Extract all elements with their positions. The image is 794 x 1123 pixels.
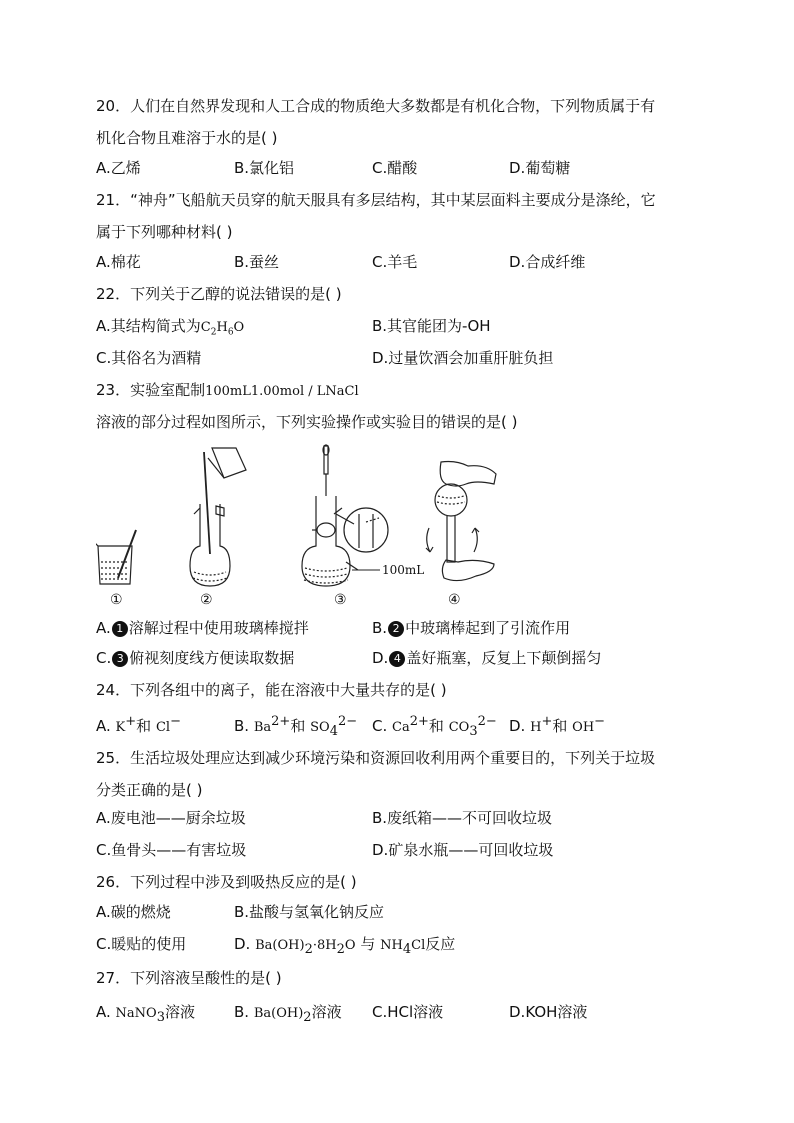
question-25-stem-line1: 25．生活垃圾处理应达到减少环境污染和资源回收利用两个重要目的，下列关于垃圾 [96, 749, 656, 767]
figure-label-2: ② [200, 592, 213, 608]
question-23-stem-line2: 溶液的部分过程如图所示，下列实验操作或实验目的错误的是( ) [96, 413, 518, 431]
option-c[interactable]: C.鱼骨头——有害垃圾 [96, 841, 247, 859]
option-d[interactable]: D.矿泉水瓶——可回收垃圾 [372, 841, 554, 859]
volumetric-flask-pouring-icon [190, 448, 246, 586]
option-a[interactable]: A.废电池——厨余垃圾 [96, 809, 246, 827]
figure-label-3: ③ [334, 592, 347, 608]
option-d[interactable]: D. H+和 OH− [509, 714, 606, 735]
question-20 [96, 90, 696, 154]
option-d-text: 盖好瓶塞，反复上下颠倒摇匀 [406, 649, 602, 667]
lab-procedure-illustration [96, 444, 516, 610]
question-22-stem: 22．下列关于乙醇的说法错误的是( ) [96, 285, 342, 303]
option-d[interactable]: D. $Ba(OH)_2\cdot 8H_2O$ 与 $NH_4Cl$反应 [234, 935, 456, 957]
figure-ref-3: 3 [112, 651, 128, 667]
option-b[interactable]: B.盐酸与氢氧化钠反应 [234, 903, 385, 921]
option-c[interactable]: C.其俗名为酒精 [96, 349, 202, 367]
flask-shaking-hands-icon [426, 462, 496, 581]
option-c[interactable]: C.醋酸 [372, 159, 418, 177]
option-a[interactable] [96, 314, 244, 345]
option-b[interactable]: B.蚕丝 [234, 253, 280, 271]
option-b[interactable]: B. $Ba^{2+}$和 $SO_4^{2-}$ [234, 714, 358, 739]
question-24-stem: 24．下列各组中的离子，能在溶液中大量共存的是( ) [96, 681, 447, 699]
option-a-text: A.其结构简式为 [96, 317, 201, 335]
beaker-icon [96, 530, 136, 584]
ethanol-formula: $C_2H_6O$ [200, 320, 245, 338]
option-d[interactable]: D.葡萄糖 [509, 159, 571, 177]
option-d-prefix: D. [372, 649, 389, 667]
figure-ref-2: 2 [388, 621, 404, 637]
option-d[interactable]: D.合成纤维 [509, 253, 586, 271]
question-21-stem-line1: 21．“神舟”飞船航天员穿的航天服具有多层结构，其中某层面料主要成分是涤纶，它 [96, 191, 656, 209]
question-27-stem: 27．下列溶液呈酸性的是( ) [96, 969, 282, 987]
figure-label-1: ① [110, 592, 123, 608]
flask-volume-mark: 100mL [382, 563, 425, 577]
option-c[interactable]: C.HCl溶液 [372, 1003, 444, 1021]
option-a[interactable]: A.碳的燃烧 [96, 903, 171, 921]
option-c[interactable]: C. $Ca^{2+}$和 $CO_3^{2-}$ [372, 714, 497, 739]
option-b[interactable] [372, 616, 570, 640]
option-a[interactable]: A.乙烯 [96, 159, 141, 177]
question-21 [96, 184, 696, 248]
question-20-stem-line2: 机化合物且难溶于水的是( ) [96, 129, 278, 147]
option-b-prefix: B. [372, 619, 388, 637]
option-b[interactable]: B.氯化铝 [234, 159, 295, 177]
option-a[interactable]: A.棉花 [96, 253, 141, 271]
option-c-prefix: C. [96, 649, 112, 667]
option-c[interactable]: C.暖贴的使用 [96, 935, 187, 953]
option-a[interactable]: A. K+和 Cl− [96, 714, 181, 735]
option-a[interactable]: A. NaNO$_3$溶液 [96, 1003, 196, 1025]
option-b[interactable]: B.其官能团为-OH [372, 317, 491, 335]
option-d[interactable]: D.KOH溶液 [509, 1003, 588, 1021]
figure-ref-1: 1 [112, 621, 128, 637]
option-c[interactable]: C.羊毛 [372, 253, 418, 271]
question-20-stem-line1: 20．人们在自然界发现和人工合成的物质绝大多数都是有机化合物，下列物质属于有 [96, 97, 656, 115]
question-21-stem-line2: 属于下列哪种材料( ) [96, 223, 233, 241]
question-25-stem-line2: 分类正确的是( ) [96, 781, 203, 799]
option-d[interactable]: D.过量饮酒会加重肝脏负担 [372, 349, 554, 367]
option-b[interactable]: B. $Ba(OH)_2$溶液 [234, 1003, 342, 1025]
solution-formula: 100mL1.00mol / LNaCl [205, 384, 359, 399]
question-23-stem-line1 [96, 378, 359, 402]
question-23-stem-text: 23．实验室配制 [96, 381, 206, 399]
option-a[interactable] [96, 616, 309, 640]
figure-label-4: ④ [448, 592, 461, 608]
lab-procedure-figure [96, 444, 516, 610]
option-b-text: 中玻璃棒起到了引流作用 [405, 619, 571, 637]
option-c-text: 俯视刻度线方便读取数据 [129, 649, 295, 667]
option-a-prefix: A. [96, 619, 111, 637]
figure-ref-4: 4 [389, 651, 405, 667]
question-26-stem: 26．下列过程中涉及到吸热反应的是( ) [96, 873, 357, 891]
option-d[interactable] [372, 646, 601, 670]
question-25 [96, 742, 696, 806]
option-c[interactable] [96, 646, 294, 670]
option-b[interactable]: B.废纸箱——不可回收垃圾 [372, 809, 553, 827]
volumetric-flask-dropper-icon [302, 445, 388, 586]
option-a-text: 溶解过程中使用玻璃棒搅拌 [128, 619, 309, 637]
